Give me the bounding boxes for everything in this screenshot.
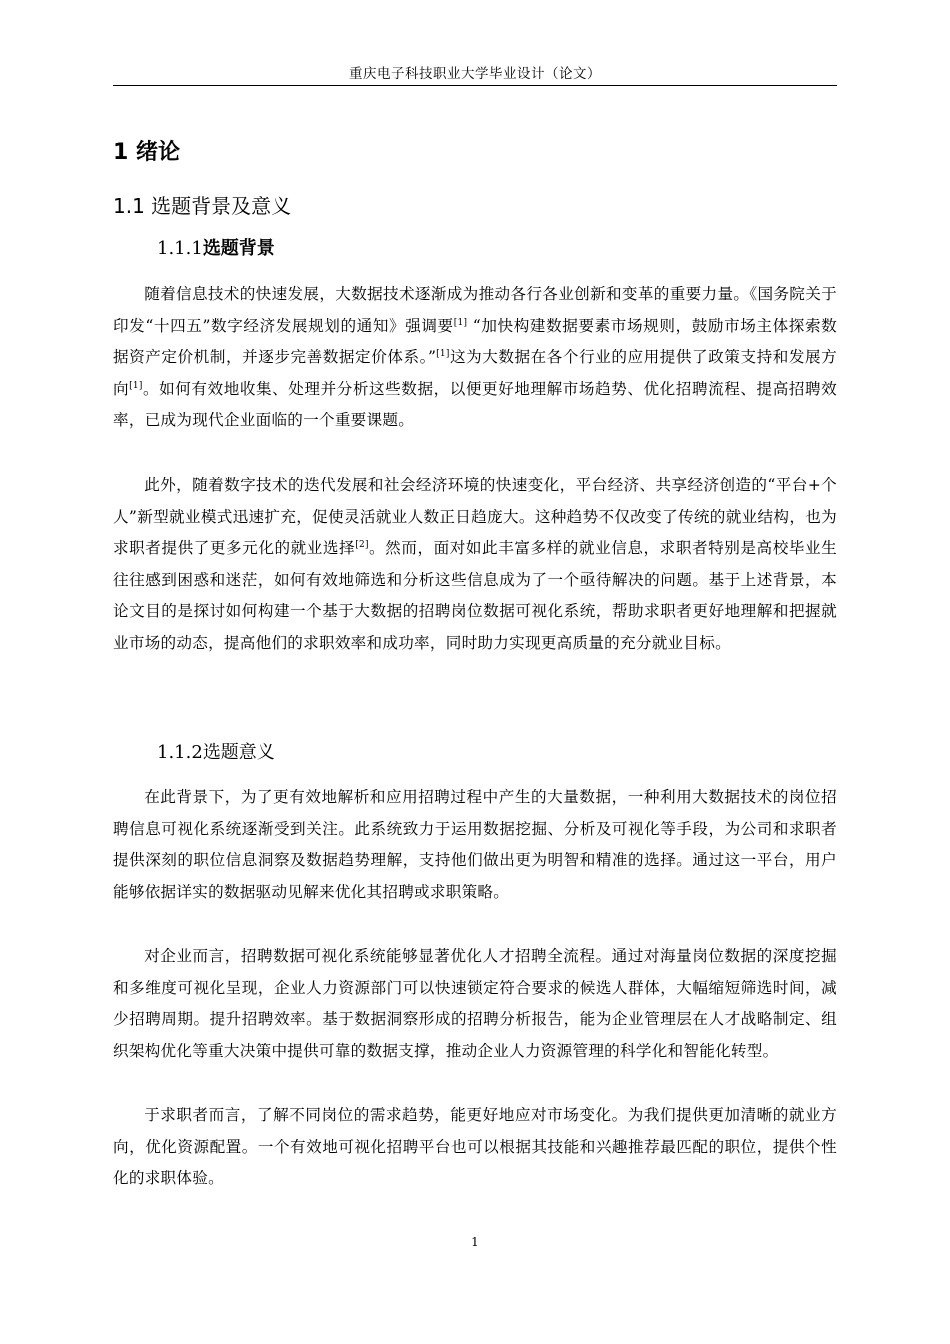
section-title: 1.1 选题背景及意义 [113, 194, 292, 218]
paragraph-text: 。然而，面对如此丰富多样的就业信息，求职者特别是高校毕业生往往感到困惑和迷茫，如何有效地筛选和分析这些信息成为了一个亟待解决的问题。基于上述背景，本论文目的是探讨如何构建一个基于大数据的招聘岗位数据可视化系统，帮助求职者更好地理解和把握就业市场的动态，提高他们的求职效率和成功率，同时助力实现更高质量的充分就业目标。 [113, 539, 837, 652]
header-rule [113, 85, 837, 86]
subsection-heading-significance [157, 740, 275, 766]
paragraph-background-2 [113, 470, 837, 659]
paragraph-text: 此外，随着数字技术的迭代发展和社会经济环境的快速变化，平台经济、共享经济创造的“平台+个人”新型就业模式迅速扩充，促使灵活就业人数正日趋庞大。这种趋势不仅改变了传统的就业结构，也为求职者提供了更多元化的就业选择 [113, 476, 837, 557]
subsection-number: 1.1.2 [157, 742, 203, 763]
subsection-number: 1.1.1 [157, 238, 203, 259]
subsection-title: 选题背景 [202, 238, 275, 259]
paragraph-text: 这为大数据在各个行业的应用提供了政策支持和发展方向 [113, 348, 837, 398]
citation-ref[interactable]: [1] [436, 348, 450, 359]
page-number: 1 [471, 1235, 479, 1249]
citation-ref[interactable]: [1] [453, 317, 468, 328]
paragraph-text: “加快构建数据要素市场规则，鼓励市场主体探索数据资产定价机制，并逐步完善数据定价体系。” [113, 316, 837, 366]
subsection-heading-background [157, 236, 275, 262]
citation-ref[interactable]: [2] [355, 539, 369, 550]
subsection-title: 选题意义 [202, 742, 275, 763]
citation-ref[interactable]: [1] [129, 380, 143, 391]
paragraph-significance-2: 对企业而言，招聘数据可视化系统能够显著优化人才招聘全流程。通过对海量岗位数据的深度挖掘和多维度可视化呈现，企业人力资源部门可以快速锁定符合要求的候选人群体，大幅缩短筛选时间，减少招聘周期。提升招聘效率。基于数据洞察形成的招聘分析报告，能为企业管理层在人才战略制定、组织架构优化等重大决策中提供可靠的数据支撑，推动企业人力资源管理的科学化和智能化转型。 [113, 947, 837, 1060]
paragraph-text: 。如何有效地收集、处理并分析这些数据，以便更好地理解市场趋势、优化招聘流程、提高招聘效率，已成为现代企业面临的一个重要课题。 [113, 379, 837, 429]
running-header: 重庆电子科技职业大学毕业设计（论文） [349, 66, 601, 82]
paragraph-background-1 [113, 279, 837, 437]
chapter-title: 1 绪论 [113, 140, 180, 165]
paragraph-significance-1: 在此背景下，为了更有效地解析和应用招聘过程中产生的大量数据，一种利用大数据技术的岗位招聘信息可视化系统逐渐受到关注。此系统致力于运用数据挖掘、分析及可视化等手段，为公司和求职者提供深刻的职位信息洞察及数据趋势理解，支持他们做出更为明智和精准的选择。通过这一平台，用户能够依据详实的数据驱动见解来优化其招聘或求职策略。 [113, 788, 837, 901]
paragraph-text: 随着信息技术的快速发展，大数据技术逐渐成为推动各行各业创新和变革的重要力量。《国务院关于印发“十四五”数字经济发展规划的通知》强调要 [113, 285, 837, 335]
paragraph-significance-3: 于求职者而言，了解不同岗位的需求趋势，能更好地应对市场变化。为我们提供更加清晰的就业方向，优化资源配置。一个有效地可视化招聘平台也可以根据其技能和兴趣推荐最匹配的职位，提供个性化的求职体验。 [113, 1106, 837, 1187]
